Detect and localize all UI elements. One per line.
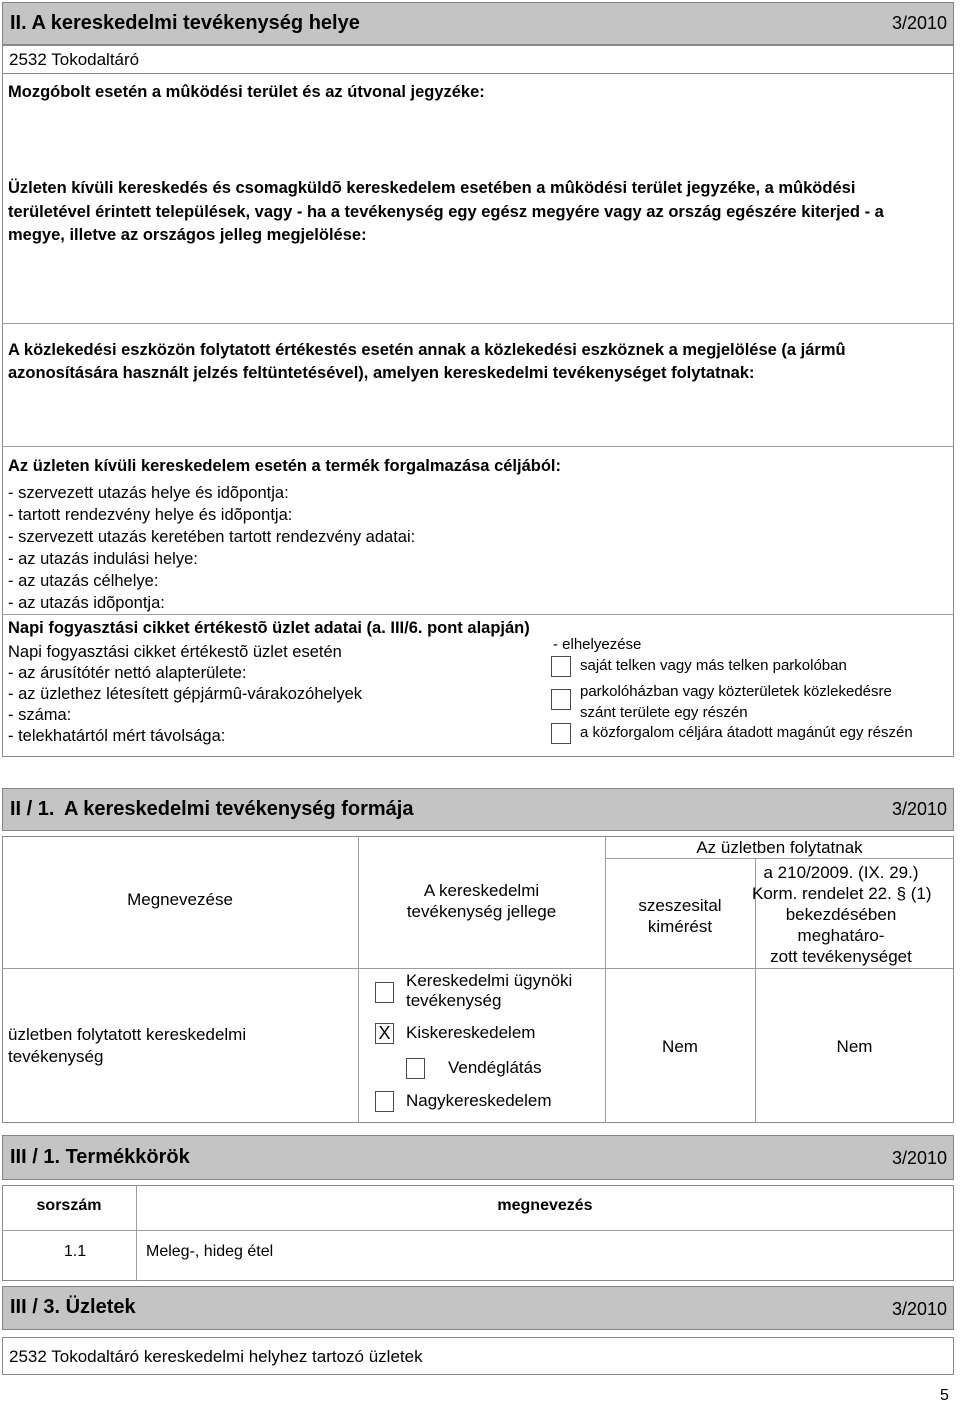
list-item: - az üzlethez létesített gépjármû-várakozóhelyek bbox=[8, 684, 363, 703]
list-item: - telekhatártól mért távolsága: bbox=[8, 726, 226, 745]
option-label: Nagykereskedelem bbox=[406, 1091, 552, 1110]
header-line: kimérést bbox=[647, 916, 713, 936]
checkbox-kiskereskedelem[interactable] bbox=[375, 1023, 394, 1044]
header-rendelet bbox=[752, 862, 930, 967]
form-code: 3/2010 bbox=[891, 1148, 947, 1168]
checkbox-kereskedelmi-ugynoki[interactable] bbox=[375, 982, 394, 1003]
header-szeszesital bbox=[605, 895, 755, 937]
list-item: - az utazás idõpontja: bbox=[8, 594, 165, 612]
cell-sorszam: 1.1 bbox=[63, 1243, 87, 1260]
mozgobolt-label: Mozgóbolt esetén a mûködési terület és az útvonal jegyzéke: bbox=[8, 83, 485, 101]
section-title: III / 1. Termékkörök bbox=[10, 1146, 190, 1168]
section-header-helye bbox=[2, 2, 954, 45]
check-mark: X bbox=[378, 1023, 391, 1043]
header-megnevezes: megnevezés bbox=[497, 1197, 593, 1214]
list-item: - száma: bbox=[8, 705, 72, 724]
divider bbox=[2, 446, 954, 447]
list-item: - az utazás indulási helye: bbox=[8, 550, 198, 568]
label-line: Üzleten kívüli kereskedés és csomagküldõ kereskedelem esetében a mûködési terület jegyzéke, a mûködési bbox=[8, 179, 856, 197]
form-code: 3/2010 bbox=[891, 799, 947, 819]
header-uzletben-folytatnak: Az üzletben folytatnak bbox=[696, 838, 863, 857]
option-label-line: Kereskedelmi ügynöki bbox=[406, 971, 573, 990]
label-line: azonosítására használt jelzés feltüntetésével), amelyen kereskedelmi tevékenységet folytatnak: bbox=[8, 363, 755, 382]
option-label: Kiskereskedelem bbox=[406, 1023, 536, 1042]
header-line: zott tevékenységet bbox=[770, 946, 912, 966]
option-label: a közforgalom céljára átadott magánút egy részén bbox=[580, 724, 913, 741]
checkbox-sajat-telken[interactable] bbox=[551, 656, 571, 677]
cell-rendelet-value: Nem bbox=[836, 1037, 873, 1056]
cell-szeszesital-value: Nem bbox=[662, 1037, 698, 1056]
napi-fogyasztasi-label: Napi fogyasztási cikket értékestõ üzlet adatai (a. III/6. pont alapján) bbox=[8, 619, 530, 637]
option-label-line: parkolóházban vagy közterületek közlekedésre bbox=[580, 682, 892, 700]
divider bbox=[2, 323, 954, 324]
row-megnevezes bbox=[8, 1024, 246, 1068]
checkbox-vendeglatas[interactable] bbox=[406, 1058, 425, 1079]
option-label-line: szánt területe egy részén bbox=[580, 703, 748, 721]
list-item: - szervezett utazás helye és idõpontja: bbox=[8, 484, 289, 502]
row-divider bbox=[2, 968, 954, 969]
checkbox-parkolohaz[interactable] bbox=[551, 689, 571, 710]
option-label-line: tevékenység bbox=[406, 991, 502, 1010]
label-line: területével érintett települések, vagy - ha a tevékenység egy egész megyére vagy az ország egészére kiterjed - a bbox=[8, 202, 884, 221]
option-label: Vendéglátás bbox=[448, 1058, 542, 1077]
header-line: bekezdésében bbox=[785, 904, 897, 924]
location-text: 2532 Tokodaltáró bbox=[9, 50, 140, 69]
header-sorszam: sorszám bbox=[36, 1197, 102, 1214]
header-line: tevékenység jellege bbox=[406, 901, 557, 921]
form-code: 3/2010 bbox=[891, 1299, 947, 1319]
label-line: megye, illetve az országos jelleg megjelölése: bbox=[8, 226, 367, 244]
section-header-termekkorok bbox=[2, 1135, 954, 1180]
checkbox-nagykereskedelem[interactable] bbox=[375, 1091, 394, 1112]
list-item: - az árusítótér nettó alapterülete: bbox=[8, 663, 247, 682]
form-code: 3/2010 bbox=[891, 13, 947, 33]
cell-line: tevékenység bbox=[8, 1047, 104, 1066]
header-line: meghatáro- bbox=[797, 925, 885, 945]
header-line: Korm. rendelet 22. § (1) bbox=[752, 883, 932, 903]
uzletek-text: 2532 Tokodaltáró kereskedelmi helyhez tartozó üzletek bbox=[9, 1347, 423, 1366]
section-title: II. A kereskedelmi tevékenység helye bbox=[10, 12, 360, 34]
section-title: III / 3. Üzletek bbox=[10, 1296, 136, 1318]
row-divider bbox=[2, 1230, 954, 1231]
page-number: 5 bbox=[940, 1387, 949, 1404]
column-divider bbox=[605, 836, 606, 1123]
napi-fogyasztasi-list bbox=[8, 642, 362, 747]
cell-line: üzletben folytatott kereskedelmi bbox=[8, 1025, 247, 1044]
section-title: A kereskedelmi tevékenység formája bbox=[64, 798, 414, 820]
kozlekedesi-label bbox=[8, 339, 846, 385]
termek-forgalmazas-list bbox=[8, 482, 415, 614]
header-jelleg bbox=[358, 880, 605, 922]
divider bbox=[2, 614, 954, 615]
option-label: saját telken vagy más telken parkolóban bbox=[580, 657, 847, 674]
header-divider bbox=[605, 858, 954, 859]
location-row bbox=[2, 45, 954, 74]
header-line: szeszesital bbox=[638, 895, 722, 915]
elhelyezes-label: - elhelyezése bbox=[553, 636, 642, 653]
list-item: - szervezett utazás keretében tartott rendezvény adatai: bbox=[8, 528, 416, 546]
header-line: a 210/2009. (IX. 29.) bbox=[763, 862, 919, 882]
section-header-uzletek bbox=[2, 1286, 954, 1330]
list-item: Napi fogyasztási cikket értékestõ üzlet esetén bbox=[8, 642, 342, 661]
option-label bbox=[406, 971, 572, 1011]
header-megnevezes: Megnevezése bbox=[127, 890, 233, 909]
label-line: A közlekedési eszközön folytatott értékestés esetén annak a közlekedési eszköznek a megjelölése (a jármû bbox=[8, 340, 846, 359]
list-item: - az utazás célhelye: bbox=[8, 572, 159, 590]
section-header-forma bbox=[2, 788, 954, 831]
checkbox-maganut[interactable] bbox=[551, 723, 571, 744]
section-number: II / 1. bbox=[10, 798, 55, 820]
uzletek-box bbox=[2, 1337, 954, 1375]
cell-megnevezes: Meleg-, hideg étel bbox=[146, 1243, 274, 1260]
uzleten-kivuli-label bbox=[8, 177, 884, 248]
termek-forgalmazas-label: Az üzleten kívüli kereskedelem esetén a termék forgalmazása céljából: bbox=[8, 457, 561, 475]
header-line: A kereskedelmi bbox=[423, 880, 540, 900]
option-label bbox=[580, 681, 892, 723]
list-item: - tartott rendezvény helye és idõpontja: bbox=[8, 506, 293, 524]
